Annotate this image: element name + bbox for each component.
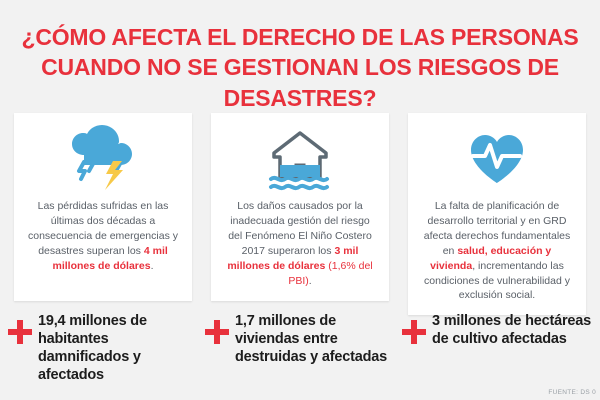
stat-affected-crops-text: 3 millones de hectáreas de cultivo afectadas bbox=[432, 313, 592, 348]
page-title: ¿CÓMO AFECTA EL DERECHO DE LAS PERSONAS CUANDO NO SE GESTIONAN LOS RIESGOS DE DESASTRES? bbox=[21, 24, 579, 111]
stats-row bbox=[8, 312, 600, 385]
plus-icon bbox=[205, 320, 229, 344]
storm-cloud-rain-lightning-icon bbox=[64, 123, 142, 195]
card-losses bbox=[14, 113, 192, 301]
flooded-house-icon bbox=[261, 123, 339, 195]
card-rights-impact bbox=[408, 113, 586, 315]
stat-affected-crops bbox=[402, 312, 599, 385]
stat-affected-people-text: 19,4 millones de habitantes damnificados y afectados bbox=[38, 313, 147, 384]
plus-icon bbox=[8, 320, 32, 344]
heart-pulse-icon bbox=[458, 123, 536, 195]
card-flood-damage bbox=[211, 113, 389, 301]
stat-damaged-homes bbox=[205, 312, 402, 385]
source-note: FUENTE: DS 0 bbox=[548, 389, 596, 396]
stat-damaged-homes-text: 1,7 millones de viviendas entre destruidas y afectadas bbox=[235, 313, 387, 366]
plus-icon bbox=[402, 320, 426, 344]
stat-affected-people bbox=[8, 312, 205, 385]
cards-row bbox=[14, 113, 586, 315]
card-rights-impact-text: La falta de planificación de desarrollo territorial y en GRD afecta derechos fundamentales en salud, educación y vivienda, incrementando las condiciones de vulnerabilidad y exclusión social. bbox=[423, 200, 571, 302]
card-flood-damage-text: Los daños causados por la inadecuada gestión del riesgo del Fenómeno El Niño Costero 2017 superaron los 3 mil millones de dólares (1,6% del PBI). bbox=[227, 200, 373, 287]
card-losses-text: Las pérdidas sufridas en las últimas dos décadas a consecuencia de emergencias y desastres superan los 4 mil millones de dólares. bbox=[27, 200, 178, 272]
